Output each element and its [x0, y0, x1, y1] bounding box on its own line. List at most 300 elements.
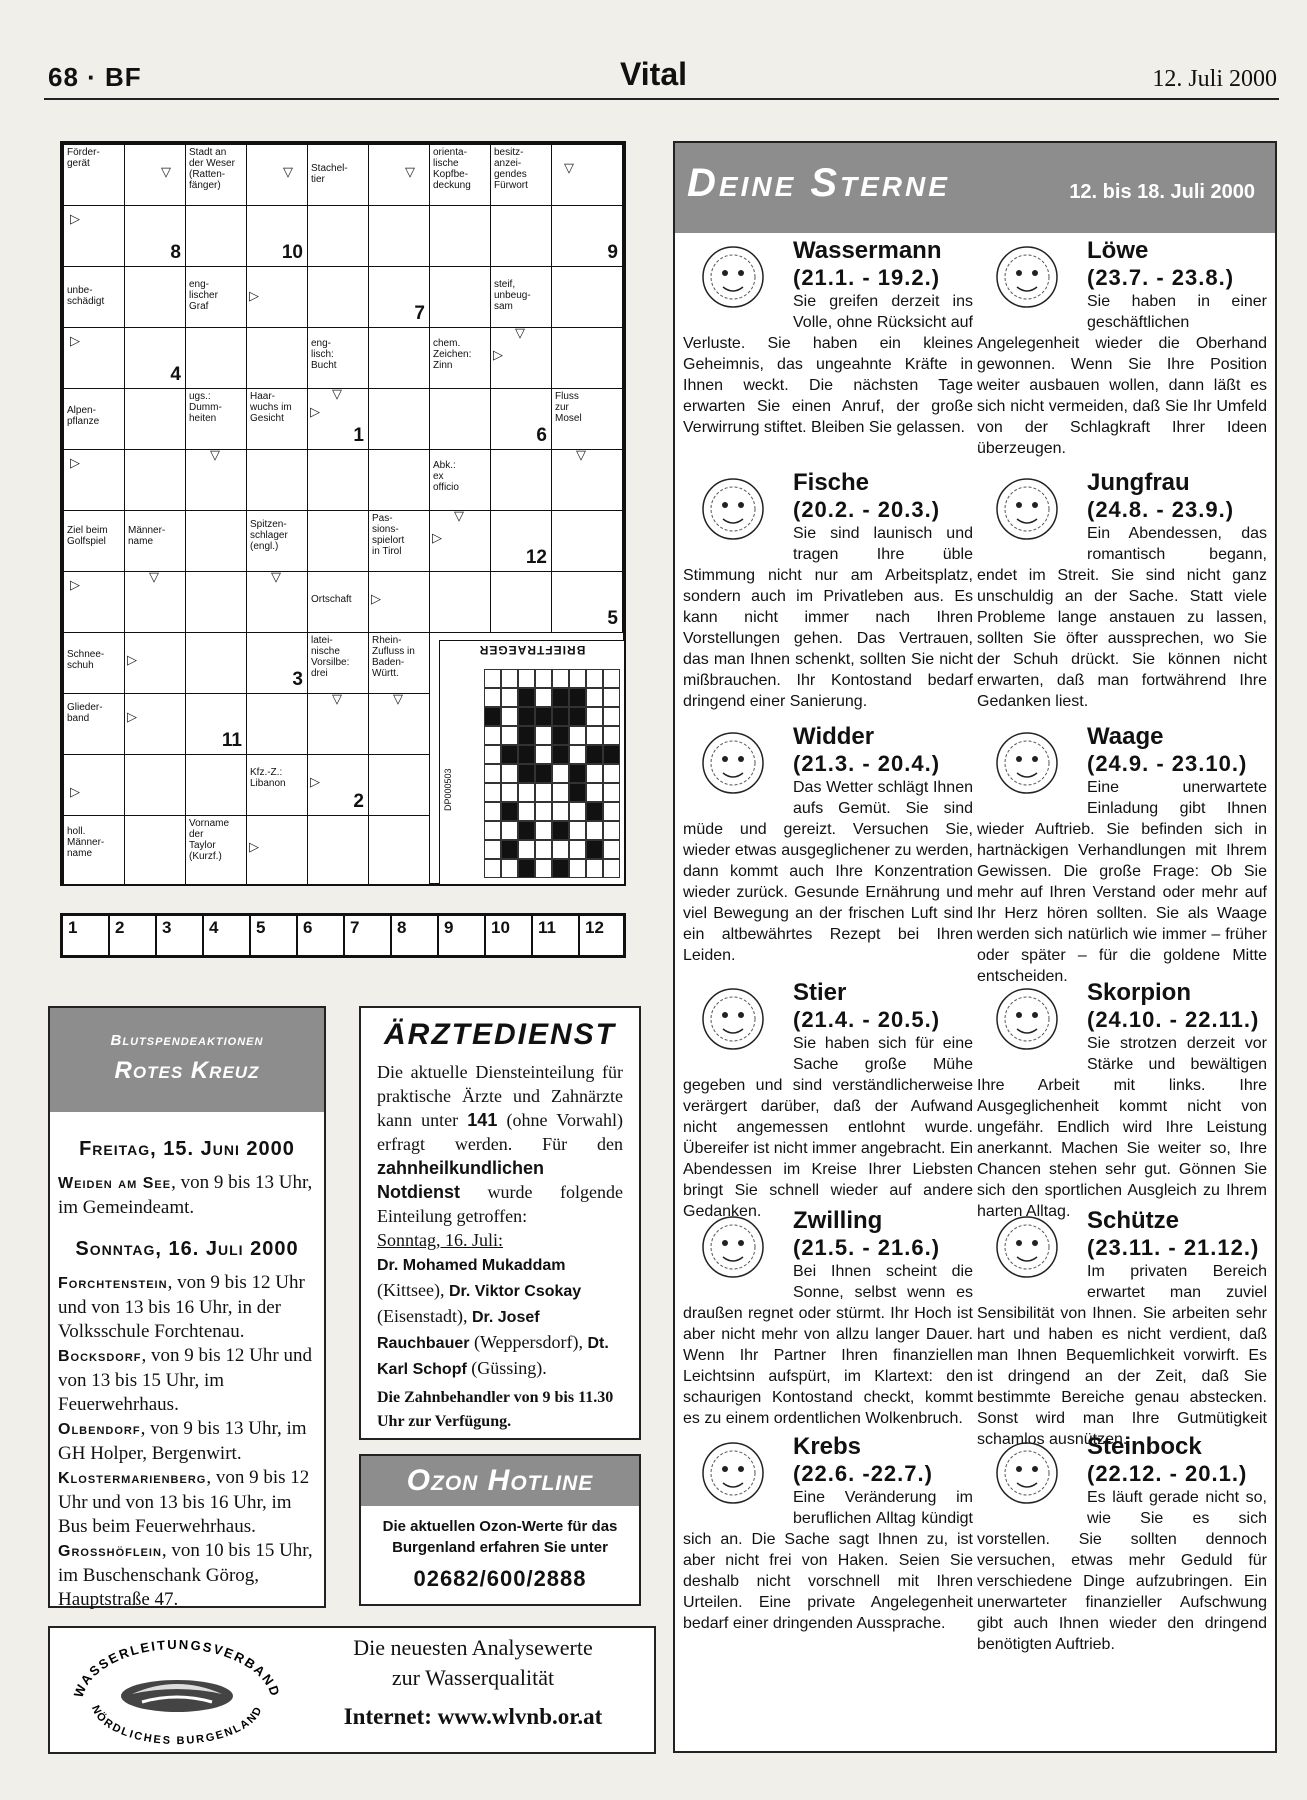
cell[interactable]	[429, 510, 491, 572]
arzt-intro: Die aktuelle Diensteinteilung für praktische Ärzte und Zahnärzte kann unter 141 (ohne Vorwahl) erfragt werden. Für den zahnheilkundlichen Notdienst wurde folgende Einteilung getroffen:	[377, 1062, 623, 1226]
cell[interactable]	[124, 388, 186, 450]
clue-schnee: Schnee- schuh	[63, 632, 125, 694]
mini-grid-cell	[569, 688, 586, 707]
sign-text: Im privaten Bereich erwartet man zuviel Sensibilität von Ihnen. Sie arbeiten sehr hart und haben es nicht verdient, daß man Ihnen Bequemlichkeit vorwirft. Es ist dringend an der Zeit, daß Sie bestimmte Bereiche genau abstecken. Sonst wird man Ihre Gutmütigkeit schamlos ausnützen.	[977, 1263, 1267, 1448]
blood-entry: Forchtenstein, von 9 bis 12 Uhr und von 13 bis 16 Uhr, in der Volksschule Forchtenau.	[58, 1272, 305, 1342]
solution-number: 4	[170, 364, 181, 385]
cell[interactable]	[307, 754, 369, 816]
mini-grid-cell	[535, 688, 552, 707]
sign-text: Sie sind launisch und tragen Ihre üble Stimmung nicht nur am Arbeitsplatz, sondern auch im Privatleben aus. Es kann nicht immer nach Ihren Vorstellungen gehen. Das Vertrauen, das man Ihnen schenkt, sollten Sie nicht mißbrauchen. Ihr Kontostand bedarf dringend einer Sanierung.	[683, 525, 973, 710]
mini-grid-cell	[484, 802, 501, 821]
cell[interactable]	[490, 388, 552, 450]
mini-grid-cell	[484, 840, 501, 859]
solution-number: 9	[607, 242, 618, 263]
clue-maenner: Männer- name	[124, 510, 186, 572]
capricorn-icon	[977, 1433, 1077, 1509]
cell[interactable]	[63, 571, 125, 633]
sign-name: Jungfrau	[1087, 469, 1190, 496]
arrow-right-icon: ▷	[70, 578, 80, 593]
sign-date: (24.10. - 22.11.)	[1087, 1007, 1260, 1032]
mini-grid-cell	[552, 745, 569, 764]
cell[interactable]	[307, 510, 369, 572]
pisces-icon	[683, 469, 783, 545]
clue-rhein: Rhein- Zufluss in Baden- Württ.	[368, 632, 430, 694]
blood-entry: Bocksdorf, von 9 bis 12 Uhr und von 13 bis 15 Uhr, im Feuerwehrhaus.	[58, 1345, 312, 1415]
arrow-down-icon: ▽	[515, 327, 525, 341]
cell[interactable]	[307, 266, 369, 328]
arrow-right-icon: ▷	[310, 775, 320, 790]
sign-date: (22.12. - 20.1.)	[1087, 1461, 1248, 1486]
solution-number: 1	[353, 425, 364, 446]
cancer-icon	[683, 1433, 783, 1509]
sign-virgo	[977, 469, 1267, 712]
solution-cell[interactable]: 2	[110, 916, 157, 955]
answer-mini-grid	[484, 669, 620, 878]
clue-ortschaft: Ortschaft	[307, 571, 369, 633]
mini-grid-cell	[535, 802, 552, 821]
horoscope-date: 12. bis 18. Juli 2000	[1069, 181, 1255, 203]
sign-name: Widder	[793, 723, 875, 750]
mini-grid-cell	[518, 745, 535, 764]
mini-grid-cell	[518, 764, 535, 783]
arrow-down-icon: ▽	[576, 449, 586, 463]
mini-grid-cell	[535, 726, 552, 745]
blood-day-2: Sonntag, 16. Juli 2000	[75, 1238, 299, 1260]
mini-grid-cell	[569, 707, 586, 726]
cell[interactable]	[307, 205, 369, 267]
horoscope-title: Deine Sterne	[687, 161, 950, 205]
cell[interactable]	[185, 754, 247, 816]
mini-grid-cell	[501, 669, 518, 688]
cell[interactable]	[124, 449, 186, 511]
sign-name: Waage	[1087, 723, 1164, 750]
cell[interactable]	[246, 571, 308, 633]
arrow-down-icon: ▽	[149, 571, 159, 585]
mini-grid-cell	[569, 745, 586, 764]
water-ad	[48, 1626, 656, 1754]
ozon-text: Die aktuellen Ozon-Werte für das Burgenland erfahren Sie unter	[382, 1518, 618, 1556]
cell[interactable]	[124, 266, 186, 328]
sign-date: (21.5. - 21.6.)	[793, 1235, 941, 1260]
cell[interactable]	[368, 571, 430, 633]
arrow-down-icon: ▽	[271, 571, 281, 585]
sign-date: (23.7. - 23.8.)	[1087, 265, 1235, 290]
mini-grid-cell	[484, 764, 501, 783]
clue-latei: latei- nische Vorsilbe: drei	[307, 632, 369, 694]
solution-number: 11	[221, 730, 242, 751]
clue-foerder: Förder- gerät	[63, 144, 125, 206]
blood-title: Blutspendeaktionen	[110, 1032, 264, 1049]
mini-grid-cell	[586, 840, 603, 859]
cell[interactable]	[246, 693, 308, 755]
cell[interactable]	[246, 449, 308, 511]
cell[interactable]	[63, 205, 125, 267]
mini-grid-cell	[501, 707, 518, 726]
arzt-hours: Die Zahnbehandler von 9 bis 11.30 Uhr zur Verfügung.	[377, 1389, 614, 1430]
cell[interactable]	[307, 449, 369, 511]
sign-text: Sie greifen derzeit ins Volle, ohne Rücksicht auf Verluste. Sie haben ein kleines Geheimnis, das ungeahnte Kräfte in Ihnen weckt. Die nächsten Tage erwarten Sie einen Anruf, der große Verwirrung stiftet. Bleiben Sie gelassen.	[683, 293, 973, 436]
solution-cell[interactable]: 1	[63, 916, 110, 955]
aquarius-icon	[683, 237, 783, 313]
solution-cell[interactable]: 6	[298, 916, 345, 955]
cell[interactable]	[490, 510, 552, 572]
cell[interactable]	[124, 754, 186, 816]
arrow-right-icon: ▷	[432, 531, 442, 546]
clue-besitz: besitz- anzei- gendes Fürwort	[490, 144, 552, 206]
solution-number: 2	[353, 791, 364, 812]
cell[interactable]	[368, 205, 430, 267]
mini-grid-cell	[569, 859, 586, 878]
mini-grid-cell	[484, 707, 501, 726]
cell[interactable]	[246, 327, 308, 389]
mini-grid-cell	[484, 859, 501, 878]
cell[interactable]	[63, 327, 125, 389]
solution-cell[interactable]: 7	[345, 916, 392, 955]
sign-date: (21.4. - 20.5.)	[793, 1007, 941, 1032]
cell[interactable]	[429, 205, 491, 267]
cell[interactable]	[490, 327, 552, 389]
mini-grid-cell	[552, 688, 569, 707]
sign-cancer	[683, 1433, 973, 1634]
arrow-down-icon: ▽	[405, 165, 415, 180]
solution-cell[interactable]: 8	[392, 916, 439, 955]
mini-grid-cell	[586, 688, 603, 707]
mini-grid-cell	[552, 840, 569, 859]
cell[interactable]	[246, 266, 308, 328]
solution-cell[interactable]: 4	[204, 916, 251, 955]
sign-aquarius	[683, 237, 973, 438]
sign-scorpio	[977, 979, 1267, 1222]
blood-entry: Olbendorf, von 9 bis 13 Uhr, im GH Holper, Bergenwirt.	[58, 1418, 307, 1464]
blood-entry: Klostermarienberg, von 9 bis 12 Uhr und von 13 bis 16 Uhr, im Bus beim Feuerwehrhaus.	[58, 1467, 310, 1537]
mini-grid-cell	[535, 707, 552, 726]
clue-alpen: Alpen- pflanze	[63, 388, 125, 450]
sign-name: Steinbock	[1087, 1433, 1202, 1460]
gemini-icon	[683, 1207, 783, 1283]
sign-text: Sie haben in einer geschäftlichen Angelegenheit wieder die Oberhand gewonnen. Wenn Sie Ihre Position weiter ausbauen wollen, dann läßt es sich nicht vermeiden, daß Sie Ihr Umfeld von der Schlagkraft Ihrer Ideen überzeugen.	[977, 293, 1267, 457]
cell[interactable]	[368, 388, 430, 450]
clue-glieder: Glieder- band	[63, 693, 125, 755]
sign-taurus	[683, 979, 973, 1222]
clue-chem: chem. Zeichen: Zinn	[429, 327, 491, 389]
clue-ugs: ugs.: Dumm- heiten	[185, 388, 247, 450]
cell[interactable]	[124, 571, 186, 633]
cell[interactable]	[490, 571, 552, 633]
clue-steif: steif, unbeug- sam	[490, 266, 552, 328]
cell[interactable]	[368, 266, 430, 328]
mini-grid-cell	[501, 726, 518, 745]
ozon-box	[359, 1454, 641, 1606]
solution-number: 7	[414, 303, 425, 324]
mini-grid-cell	[535, 669, 552, 688]
header-rule	[44, 98, 1279, 100]
sign-name: Fische	[793, 469, 870, 496]
crossword-grid	[60, 141, 626, 886]
page-number: 68 · BF	[48, 62, 142, 92]
cell[interactable]	[185, 205, 247, 267]
sign-name: Zwilling	[793, 1207, 883, 1234]
sign-name: Löwe	[1087, 237, 1149, 264]
mini-grid-cell	[603, 821, 620, 840]
cell[interactable]	[490, 449, 552, 511]
sign-capricorn	[977, 1433, 1267, 1655]
taurus-icon	[683, 979, 783, 1055]
mini-grid-cell	[552, 859, 569, 878]
arzt-date: Sonntag, 16. Juli:	[377, 1230, 504, 1250]
puzzle-code: DP000503	[443, 768, 453, 811]
blood-entry: Grosshöflein, von 10 bis 15 Uhr, im Buschenschank Görog, Hauptstraße 47.	[58, 1540, 313, 1610]
cell[interactable]	[246, 632, 308, 694]
solution-cell[interactable]: 11	[533, 916, 580, 955]
clue-fluss: Fluss zur Mosel	[551, 388, 623, 450]
blood-subtitle: Rotes Kreuz	[114, 1057, 260, 1084]
arrow-right-icon: ▷	[371, 592, 381, 607]
sign-text: Eine unerwartete Einladung gibt Ihnen wieder Auftrieb. Sie befinden sich in hartnäckigen Verhandlungen mit Ihrem Gewissen. Die große Frage: Ob Sie mehr auf Ihren Verstand oder mehr auf Ihr Herz hören sollten. Sie als Waage werden sich natürlich wie immer – früher oder später – für die goldene Mitte entscheiden.	[977, 779, 1267, 985]
clue-stadt: Stadt an der Weser (Ratten- fänger)	[185, 144, 247, 206]
cell[interactable]	[246, 205, 308, 267]
arrow-down-icon: ▽	[564, 161, 574, 176]
mini-grid-cell	[501, 802, 518, 821]
mini-grid-cell	[569, 840, 586, 859]
clue-ziel: Ziel beim Golfspiel	[63, 510, 125, 572]
cell[interactable]	[368, 327, 430, 389]
sign-name: Krebs	[793, 1433, 862, 1460]
cell[interactable]	[124, 693, 186, 755]
sign-date: (21.1. - 19.2.)	[793, 265, 941, 290]
mini-grid-cell	[569, 764, 586, 783]
sign-date: (20.2. - 20.3.)	[793, 497, 941, 522]
arrow-down-icon: ▽	[283, 165, 293, 180]
arrow-down-icon: ▽	[454, 510, 464, 524]
ozon-title: Ozon Hotline	[361, 1456, 639, 1506]
cell[interactable]	[185, 449, 247, 511]
cell[interactable]	[368, 693, 430, 755]
mini-grid-cell	[518, 840, 535, 859]
issue-date: 12. Juli 2000	[1152, 66, 1277, 92]
cell[interactable]	[429, 571, 491, 633]
mini-grid-cell	[484, 745, 501, 764]
arzt-title: ÄRZTEDIENST	[384, 1018, 616, 1051]
mini-grid-cell	[518, 859, 535, 878]
cell[interactable]	[368, 815, 430, 885]
solution-cell[interactable]: 10	[486, 916, 533, 955]
mini-grid-cell	[603, 745, 620, 764]
sign-text: Sie strotzen derzeit vor Stärke und bewältigen Ihre Arbeit mit links. Ihre Ausgeglichenheit kommt nicht von ungefähr. Endlich wird Ihre Leistung anerkannt. Machen Sie weiter so, Ihre Chancen stehen sehr gut. Gönnen Sie sich den sportlichen Ausgleich zu Ihrem harten Alltag.	[977, 1035, 1267, 1220]
mini-grid-cell	[586, 726, 603, 745]
mini-grid-cell	[586, 821, 603, 840]
sign-text: Das Wetter schlägt Ihnen aufs Gemüt. Sie sind müde und gereizt. Versuchen Sie, wieder etwas ausgeglichener zu werden, dann kommt auch Ihre Konzentration wieder zurück. Gesunde Ernährung und viel Bewegung an der frischen Luft sind ein altbewährtes Rezept bei Ihren Leiden.	[683, 779, 973, 964]
clue-haar: Haar- wuchs im Gesicht	[246, 388, 308, 450]
cell[interactable]	[185, 632, 247, 694]
mini-grid-cell	[518, 802, 535, 821]
cell[interactable]	[429, 266, 491, 328]
arrow-down-icon: ▽	[332, 388, 342, 402]
mini-grid-cell	[552, 707, 569, 726]
mini-grid-cell	[603, 783, 620, 802]
arrow-right-icon: ▷	[310, 405, 320, 420]
mini-grid-cell	[501, 859, 518, 878]
libra-icon	[977, 723, 1077, 799]
sign-name: Wassermann	[793, 237, 942, 264]
water-line-2: zur Wasserqualität	[391, 1665, 555, 1690]
cell[interactable]	[551, 327, 623, 389]
cell[interactable]	[246, 815, 308, 885]
cell[interactable]	[307, 815, 369, 885]
mini-grid-cell	[552, 783, 569, 802]
mini-grid-cell	[501, 745, 518, 764]
mini-grid-cell	[586, 802, 603, 821]
cell[interactable]	[368, 144, 430, 206]
mini-grid-cell	[484, 783, 501, 802]
cell[interactable]	[551, 449, 623, 511]
sagittarius-icon	[977, 1207, 1077, 1283]
cell[interactable]	[185, 510, 247, 572]
arzt-doctors: Dr. Mohamed Mukaddam (Kittsee), Dr. Viktor Csokay (Eisenstadt), Dr. Josef Rauchbauer (Weppersdorf), Dt. Karl Schopf (Güssing).	[377, 1257, 609, 1378]
sign-leo	[977, 237, 1267, 459]
mini-grid-cell	[603, 707, 620, 726]
sign-text: Eine Veränderung im beruflichen Alltag kündigt sich an. Die Sache sagt Ihnen zu, ist aber nicht frei von Haken. Seien Sie deshalb nicht vorschnell mit Ihren Urteilen. Eine private Angelegenheit bedarf einer dringenden Aussprache.	[683, 1489, 973, 1632]
clue-eng-graf: eng- lischer Graf	[185, 266, 247, 328]
mini-grid-cell	[518, 669, 535, 688]
clue-pass: Pas- sions- spielort in Tirol	[368, 510, 430, 572]
mini-grid-cell	[501, 764, 518, 783]
cell[interactable]	[246, 144, 308, 206]
mini-grid-cell	[484, 726, 501, 745]
mini-grid-cell	[535, 764, 552, 783]
cell[interactable]	[551, 571, 623, 633]
mini-grid-cell	[501, 783, 518, 802]
clue-holl: holl. Männer- name	[63, 815, 125, 885]
sign-libra	[977, 723, 1267, 987]
mini-grid-cell	[484, 688, 501, 707]
water-url[interactable]: Internet: www.wlvnb.or.at	[343, 1704, 603, 1729]
arrow-down-icon: ▽	[161, 165, 171, 180]
mini-grid-cell	[484, 821, 501, 840]
blood-day-1: Freitag, 15. Juni 2000	[79, 1138, 295, 1160]
arrow-down-icon: ▽	[332, 693, 342, 707]
cell[interactable]	[124, 327, 186, 389]
cell[interactable]	[124, 632, 186, 694]
answer-box-title: BRIEFTRAEGER	[478, 643, 586, 657]
mini-grid-cell	[603, 840, 620, 859]
cell[interactable]	[551, 510, 623, 572]
cell[interactable]	[124, 144, 186, 206]
mini-grid-cell	[484, 669, 501, 688]
blood-donation-box	[48, 1006, 326, 1608]
arrow-right-icon: ▷	[70, 212, 80, 227]
blood-donation-header	[50, 1008, 324, 1112]
sign-gemini	[683, 1207, 973, 1429]
clue-vorname: Vorname der Taylor (Kurzf.)	[185, 815, 247, 885]
sign-name: Stier	[793, 979, 847, 1006]
cell[interactable]	[368, 449, 430, 511]
mini-grid-cell	[569, 669, 586, 688]
mini-grid-cell	[535, 821, 552, 840]
cell[interactable]	[368, 754, 430, 816]
mini-grid-cell	[535, 859, 552, 878]
sign-pisces	[683, 469, 973, 712]
mini-grid-cell	[552, 764, 569, 783]
cell[interactable]	[185, 693, 247, 755]
cell[interactable]	[185, 571, 247, 633]
sign-date: (24.8. - 23.9.)	[1087, 497, 1235, 522]
arrow-down-icon: ▽	[393, 693, 403, 707]
arrow-right-icon: ▷	[249, 289, 259, 304]
cell[interactable]	[124, 815, 186, 885]
cell[interactable]	[551, 205, 623, 267]
mini-grid-cell	[518, 688, 535, 707]
mini-grid-cell	[603, 688, 620, 707]
mini-grid-cell	[535, 840, 552, 859]
sign-text: Es läuft gerade nicht so, wie Sie es sich vorstellen. Sie sollten dennoch versuchen, etwas mehr Geduld für verschiedene Dinge aufzubringen. Ein unerwarteter finanzieller Aufschwung gibt auch Ihnen wieder den dringend benötigten Auftrieb.	[977, 1489, 1267, 1653]
clue-kfz: Kfz.-Z.: Libanon	[246, 754, 308, 816]
cell[interactable]	[551, 144, 623, 206]
mini-grid-cell	[518, 821, 535, 840]
arrow-right-icon: ▷	[127, 653, 137, 668]
solution-row	[60, 913, 626, 958]
arrow-right-icon: ▷	[70, 334, 80, 349]
blood-entry: Weiden am See, von 9 bis 13 Uhr, im Gemeindeamt.	[58, 1172, 313, 1218]
water-line-1: Die neuesten Analysewerte	[353, 1635, 593, 1660]
mini-grid-cell	[603, 859, 620, 878]
water-logo	[62, 1634, 292, 1748]
cell[interactable]	[63, 449, 125, 511]
mini-grid-cell	[552, 802, 569, 821]
mini-grid-cell	[501, 840, 518, 859]
clue-eng-bucht: eng- lisch: Bucht	[307, 327, 369, 389]
solution-cell[interactable]: 3	[157, 916, 204, 955]
sign-date: (21.3. - 20.4.)	[793, 751, 941, 776]
mini-grid-cell	[518, 783, 535, 802]
cell[interactable]	[490, 205, 552, 267]
sign-text: Bei Ihnen scheint die Sonne, selbst wenn es draußen regnet oder stürmt. Ihr Hoch ist aber nicht mehr von allzu langer Dauer. Wenn Ihr Partner Ihren finanziellen Leichtsinn aufspürt, im Klartext: den schaurigen Kontostand checkt, kommt es zu einem ordentlichen Wolkenbruch.	[683, 1263, 973, 1427]
cell[interactable]	[551, 266, 623, 328]
mini-grid-cell	[569, 726, 586, 745]
virgo-icon	[977, 469, 1077, 545]
mini-grid-cell	[603, 669, 620, 688]
solution-cell[interactable]: 12	[585, 918, 604, 937]
cell[interactable]	[63, 754, 125, 816]
cell[interactable]	[124, 205, 186, 267]
solution-cell[interactable]: 9	[439, 916, 486, 955]
solution-number: 10	[281, 242, 303, 263]
mini-grid-cell	[586, 764, 603, 783]
horoscope-header	[675, 143, 1275, 233]
arrow-down-icon: ▽	[210, 449, 220, 463]
arrow-right-icon: ▷	[249, 840, 259, 855]
arrow-right-icon: ▷	[70, 785, 80, 800]
solution-number: 6	[536, 425, 547, 446]
solution-cell[interactable]: 5	[251, 916, 298, 955]
mini-grid-cell	[518, 726, 535, 745]
mini-grid-cell	[586, 669, 603, 688]
cell[interactable]	[185, 327, 247, 389]
mini-grid-cell	[569, 783, 586, 802]
sign-aries	[683, 723, 973, 966]
mini-grid-cell	[569, 802, 586, 821]
cell[interactable]	[307, 693, 369, 755]
solution-number: 5	[607, 608, 618, 629]
clue-spitzen: Spitzen- schlager (engl.)	[246, 510, 308, 572]
ozon-phone[interactable]: 02682/600/2888	[413, 1566, 587, 1591]
sign-date: (22.6. -22.7.)	[793, 1461, 933, 1486]
logo-text-top: WASSERLEITUNGSVERBAND	[70, 1636, 284, 1700]
mini-grid-cell	[552, 821, 569, 840]
mini-grid-cell	[552, 669, 569, 688]
cell[interactable]	[307, 388, 369, 450]
arrow-right-icon: ▷	[493, 348, 503, 363]
cell[interactable]	[429, 388, 491, 450]
